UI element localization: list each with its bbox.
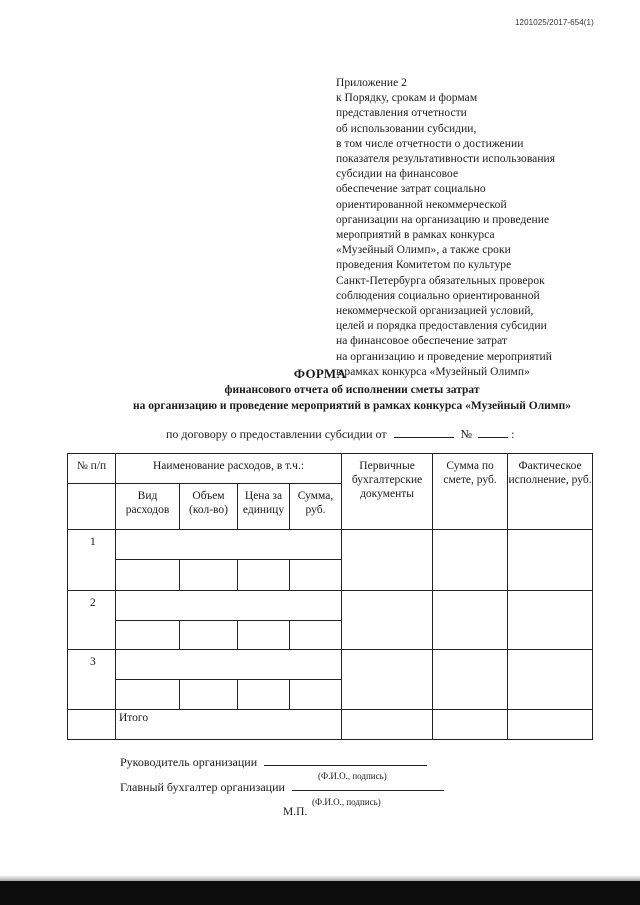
contract-line [166,427,514,442]
appendix-line: Санкт-Петербурга обязательных проверок [336,274,545,287]
row-primary-docs-cell[interactable] [342,530,433,591]
accountant-signature-caption: (Ф.И.О., подпись) [312,797,381,807]
accountant-signature-label: Главный бухгалтер организации [120,780,285,794]
subheader-kind: Вид расходов [116,484,180,530]
row-actual-cell[interactable] [508,591,593,650]
row-estimate-cell[interactable] [433,591,508,650]
scan-edge-bar [0,881,640,905]
stamp-place: М.П. [283,806,308,818]
appendix-line: некоммерческой организацией условий, [336,305,534,318]
row-sum-cell[interactable] [290,680,342,710]
subheader-sum: Сумма, руб. [290,484,342,530]
appendix-line: мероприятий в рамках конкурса [336,229,495,242]
accountant-signature-line [120,780,444,795]
accountant-signature-blank[interactable] [292,780,444,791]
appendix-line: на организацию и проведение мероприятий [336,350,552,363]
appendix-line: «Музейный Олимп», а также сроки [336,244,511,257]
header-num-empty [68,484,116,530]
appendix-block [336,76,596,380]
contract-date-blank[interactable] [394,427,454,438]
appendix-line: в том числе отчетности о достижении [336,137,524,150]
appendix-line: в рамках конкурса «Музейный Олимп» [336,365,530,378]
appendix-line: проведения Комитетом по культуре [336,259,512,272]
appendix-line: об использовании субсидии, [336,122,477,135]
appendix-line: организации на организацию и проведение [336,213,550,226]
form-subtitle-1: финансового отчета об исполнении сметы затрат [224,384,480,396]
row-kind-cell[interactable] [116,621,180,650]
row-sum-cell[interactable] [290,621,342,650]
appendix-line: целей и порядка предоставления субсидии [336,320,547,333]
contract-number-sign: № [460,427,473,441]
appendix-line: обеспечение затрат социально [336,183,486,196]
header-actual: Фактическое исполнение, руб. [508,454,593,530]
row-number: 3 [68,650,116,710]
form-subtitle-2: на организацию и проведение мероприятий в рамках конкурса «Музейный Олимп» [132,400,572,412]
row-estimate-cell[interactable] [433,530,508,591]
row-primary-docs-cell[interactable] [342,591,433,650]
appendix-line: соблюдения социально ориентированной [336,289,540,302]
contract-number-blank[interactable] [478,427,508,438]
row-price-cell[interactable] [238,621,290,650]
total-num-cell [68,710,116,740]
subheader-price: Цена за единицу [238,484,290,530]
appendix-line: представления отчетности [336,107,467,120]
contract-suffix: : [511,427,515,441]
row-primary-docs-cell[interactable] [342,650,433,710]
row-actual-cell[interactable] [508,650,593,710]
row-volume-cell[interactable] [180,680,238,710]
row-kind-cell[interactable] [116,560,180,591]
head-signature-caption: (Ф.И.О., подпись) [318,771,387,781]
total-primary-docs-cell[interactable] [342,710,433,740]
subheader-volume: Объем (кол-во) [180,484,238,530]
header-estimate-sum: Сумма по смете, руб. [433,454,508,530]
appendix-line: на финансовое обеспечение затрат [336,335,508,348]
row-volume-cell[interactable] [180,621,238,650]
header-num: № п/п [68,454,116,484]
form-title: ФОРМА [293,366,347,381]
appendix-line: показателя результативности использования [336,153,556,166]
expense-report-table [67,453,593,740]
appendix-line: к Порядку, срокам и формам [336,92,478,105]
scan-edge-shadow [0,875,640,881]
row-kind-cell[interactable] [116,680,180,710]
row-expense-name-cell[interactable] [116,591,342,621]
row-actual-cell[interactable] [508,530,593,591]
appendix-line: субсидии на финансовое [336,168,459,181]
appendix-line: ориентированной некоммерческой [336,198,507,211]
row-expense-name-cell[interactable] [116,650,342,680]
contract-prefix: по договору о предоставлении субсидии от [166,427,387,441]
head-signature-blank[interactable] [264,755,427,766]
row-price-cell[interactable] [238,560,290,591]
row-price-cell[interactable] [238,680,290,710]
head-signature-label: Руководитель организации [120,755,258,769]
row-volume-cell[interactable] [180,560,238,591]
head-signature-line [120,755,427,770]
total-estimate-cell[interactable] [433,710,508,740]
row-number: 2 [68,591,116,650]
total-actual-cell[interactable] [508,710,593,740]
header-primary-docs: Первичные бухгалтерские документы [342,454,433,530]
row-estimate-cell[interactable] [433,650,508,710]
document-id: 1201025/2017-654(1) [515,18,594,27]
header-expenses: Наименование расходов, в т.ч.: [116,454,342,484]
row-sum-cell[interactable] [290,560,342,591]
row-expense-name-cell[interactable] [116,530,342,560]
row-number: 1 [68,530,116,591]
appendix-line: Приложение 2 [336,77,407,89]
total-label: Итого [116,710,342,740]
